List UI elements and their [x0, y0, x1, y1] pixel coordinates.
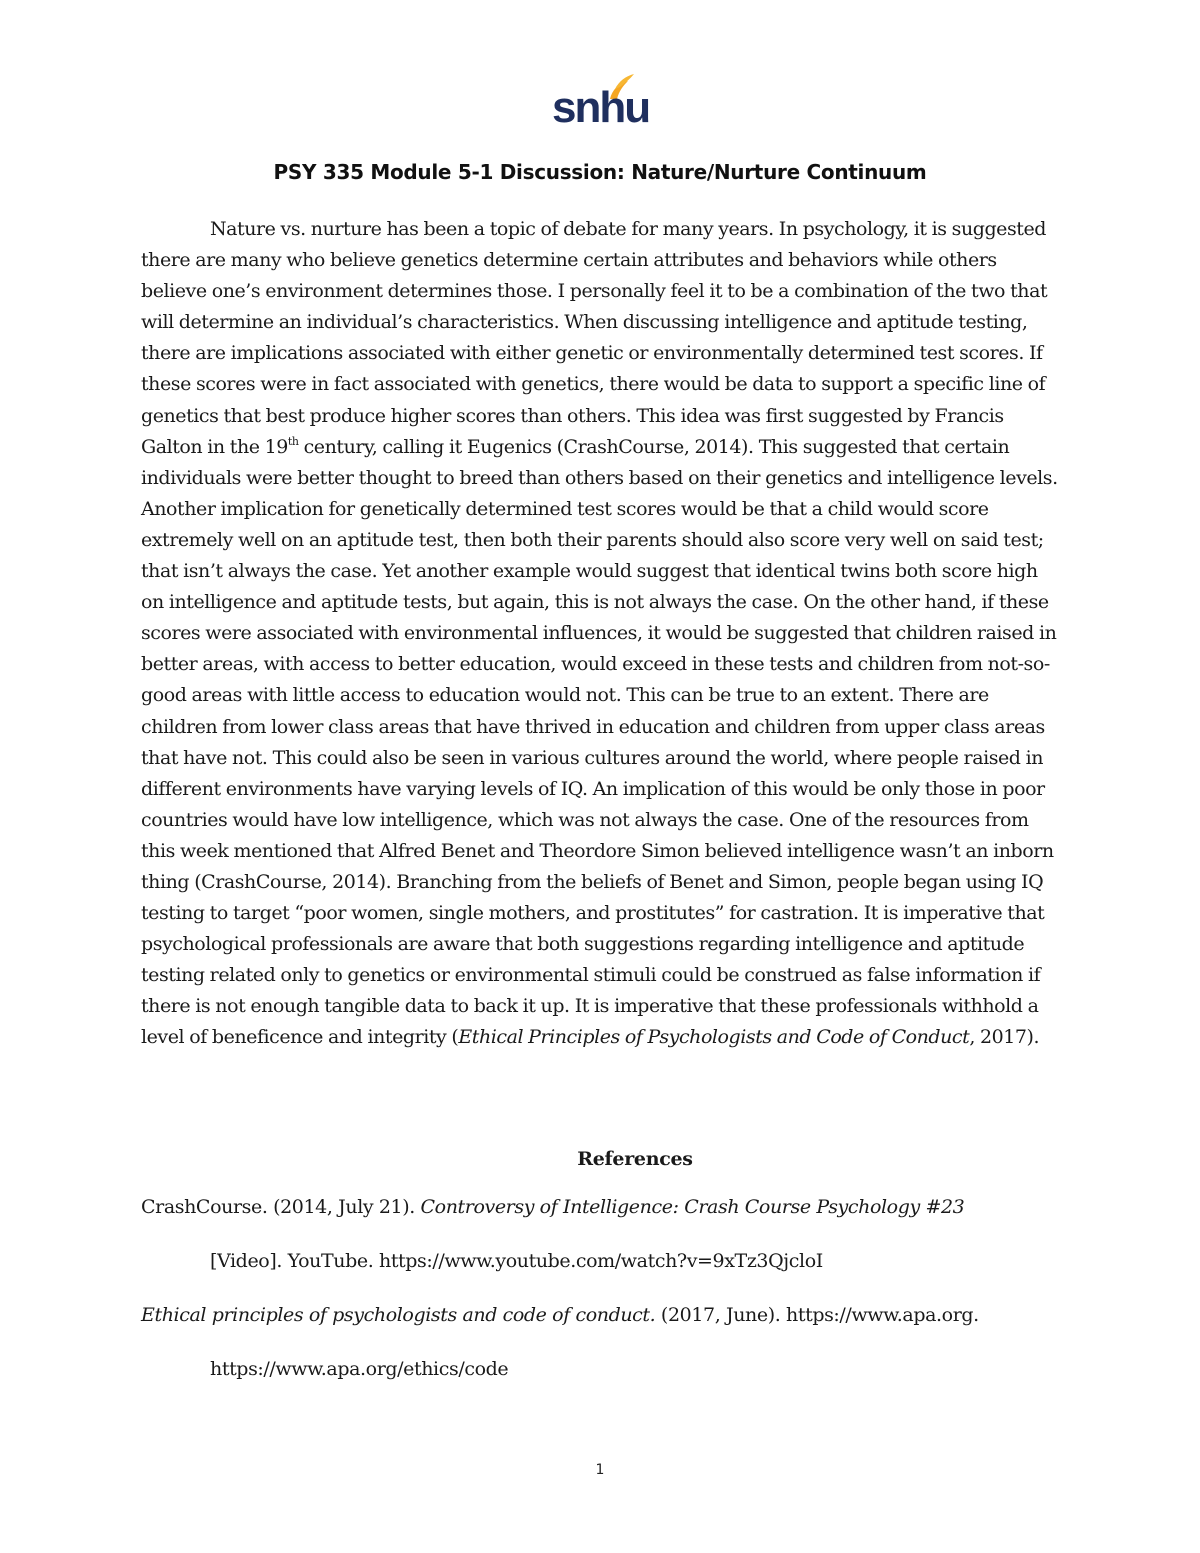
- snhu-logo: [552, 72, 650, 136]
- references-heading: References: [577, 1148, 693, 1170]
- reference-entry: [141, 1300, 1101, 1385]
- reference-continuation: https://www.apa.org/ethics/code: [210, 1358, 509, 1380]
- reference-line: [141, 1192, 1101, 1223]
- body-text-part-2: century, calling it Eugenics (CrashCourse, 2014). This suggested that certain individuals were better thought to breed than others based on their genetics and intelligence levels. Another implication for genetically determined test scores would be that a child would score extremely well on an aptitude test, then both their parents should also score very well on said test; that isn’t always the case. Yet another example would suggest that identical twins both score high on intelligence and aptitude tests, but again, this is not always the case. On the other hand, if these scores were associated with environmental influences, it would be suggested that children raised in better areas, with access to better education, would exceed in these tests and children from not-so-good areas with little access to education would not. This can be true to an extent. There are children from lower class areas that have thrived in education and children from upper class areas that have not. This could also be seen in various cultures around the world, where people raised in different environments have varying levels of IQ. An implication of this would be only those in poor countries would have low intelligence, which was not always the case. One of the resources from this week mentioned that Alfred Benet and Theordore Simon believed intelligence wasn’t an inborn thing (CrashCourse, 2014). Branching from the beliefs of Benet and Simon, people began using IQ testing to target “poor women, single mothers, and prostitutes” for castration. It is imperative that psychological professionals are aware that both suggestions regarding intelligence and aptitude testing related only to genetics or environmental stimuli could be construed as false information if there is not enough tangible data to back it up. It is imperative that these professionals withhold a level of beneficence and integrity (: [141, 435, 1058, 1049]
- logo-wordmark: snhu: [552, 83, 650, 132]
- reference-continuation: [Video]. YouTube. https://www.youtube.com/watch?v=9xTz3QjcloI: [210, 1250, 823, 1272]
- reference-title: Controversy of Intelligence: Crash Course Psychology #23: [420, 1196, 965, 1218]
- document-title: PSY 335 Module 5-1 Discussion: Nature/Nurture Continuum: [273, 160, 927, 184]
- reference-author-date: CrashCourse. (2014, July 21).: [141, 1196, 421, 1218]
- body-paragraph: [141, 214, 1061, 1054]
- reference-line: [141, 1300, 1101, 1331]
- reference-entry: [141, 1192, 1101, 1277]
- reference-tail: (2017, June). https://www.apa.org.: [655, 1304, 979, 1326]
- body-citation-title: Ethical Principles of Psychologists and Code of Conduct: [458, 1026, 970, 1049]
- ordinal-superscript: th: [287, 434, 299, 448]
- reference-title: Ethical principles of psychologists and code of conduct.: [141, 1304, 656, 1326]
- page-number: 1: [595, 1462, 605, 1478]
- body-text-part-1: Nature vs. nurture has been a topic of debate for many years. In psychology, it is suggested there are many who believe genetics determine certain attributes and behaviors while others believe one’s environment determines those. I personally feel it to be a combination of the two that will determine an individual’s characteristics. When discussing intelligence and aptitude testing, there are implications associated with either genetic or environmentally determined test scores. If these scores were in fact associated with genetics, there would be data to support a specific line of genetics that best produce higher scores than others. This idea was first suggested by Francis Galton in the 19: [141, 218, 1048, 458]
- body-text-part-3: , 2017).: [969, 1026, 1040, 1049]
